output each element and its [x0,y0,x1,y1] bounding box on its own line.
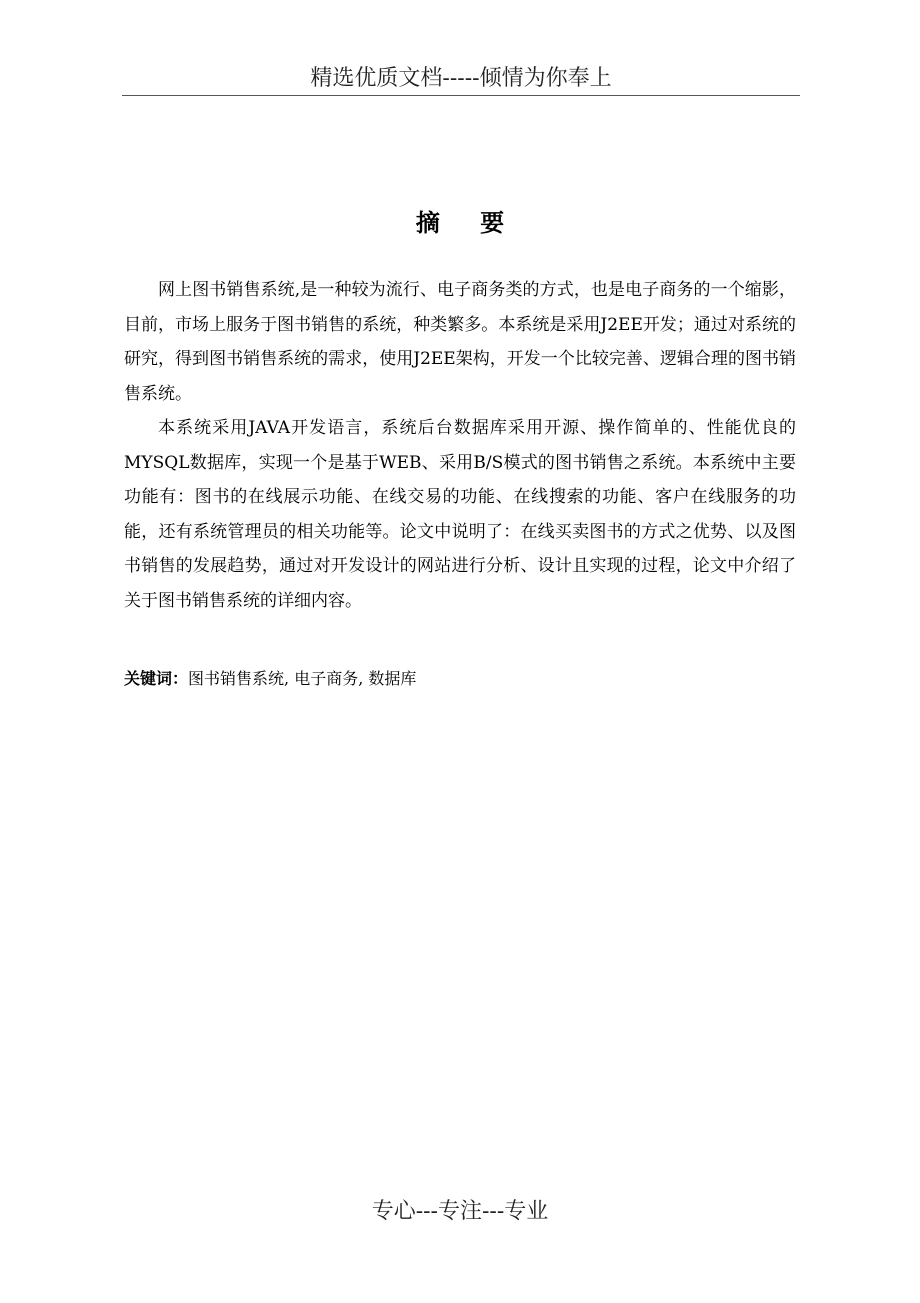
abstract-body [124,273,796,618]
keywords-line [124,666,796,692]
header-divider [122,95,800,96]
keywords-label: 关键词： [124,669,189,688]
page-header: 精选优质文档-----倾情为你奉上 [310,66,612,91]
abstract-paragraph-2: 本系统采用JAVA开发语言，系统后台数据库采用开源、操作简单的、性能优良的MYSQL数据库，实现一个是基于WEB、采用B/S模式的图书销售之系统。本系统中主要功能有：图书的在线展示功能、在线交易的功能、在线搜索的功能、客户在线服务的功能，还有系统管理员的相关功能等。论文中说明了：在线买卖图书的方式之优势、以及图书销售的发展趋势，通过对开发设计的网站进行分析、设计且实现的过程，论文中介绍了关于图书销售系统的详细内容。 [124,418,796,611]
abstract-title: 摘 要 [415,209,521,237]
page-footer: 专心---专注---专业 [371,1199,549,1224]
abstract-paragraph-1: 网上图书销售系统,是一种较为流行、电子商务类的方式，也是电子商务的一个缩影，目前，市场上服务于图书销售的系统，种类繁多。本系统是采用J2EE开发；通过对系统的研究，得到图书销售系统的需求，使用J2EE架构，开发一个比较完善、逻辑合理的图书销售系统。 [124,280,796,404]
keywords-value: 图书销售系统, 电子商务, 数据库 [188,669,417,688]
